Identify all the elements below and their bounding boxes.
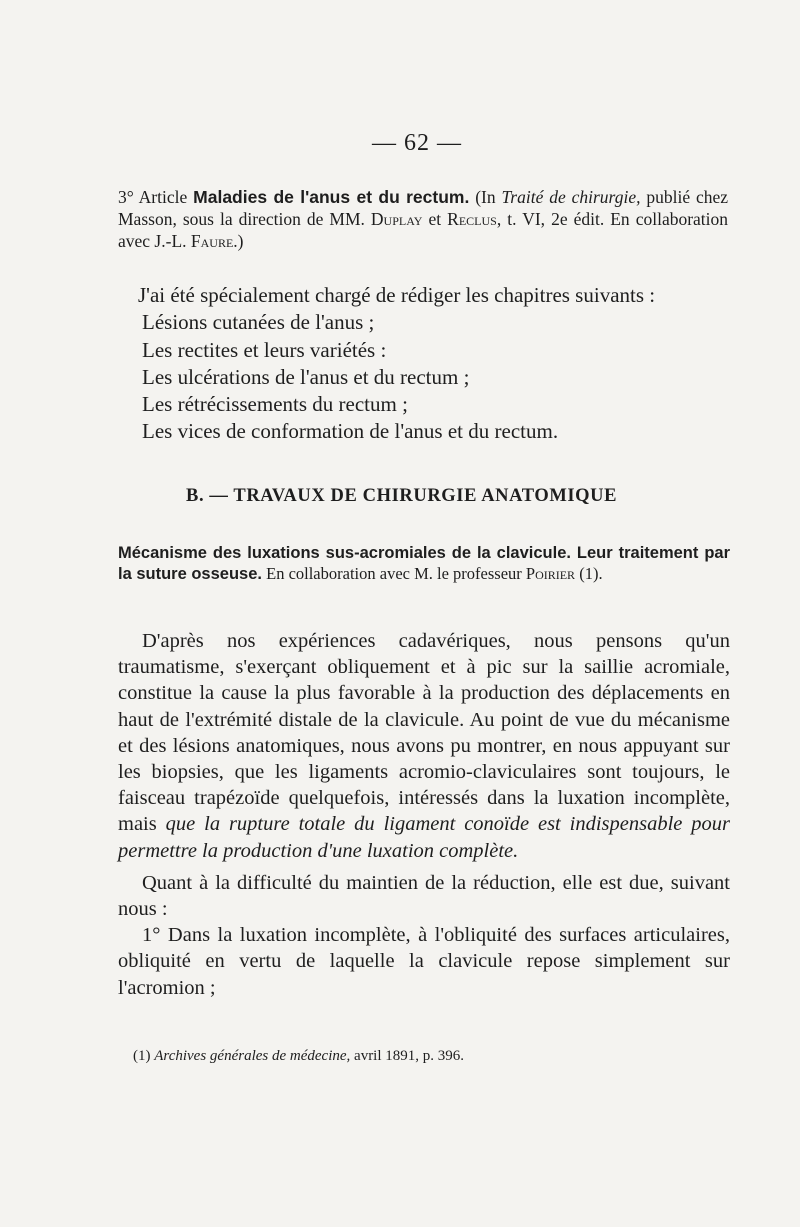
chapter-list <box>138 282 738 446</box>
article-pre: (In <box>475 187 496 207</box>
body-p1-italic: que la rupture totale du ligament conoïde est indispensable pour permettre la production d'une luxation complète. <box>118 813 731 862</box>
publication-title: Mécanisme des luxations sus-acromiales de la clavicule. Leur traitement par la suture osseuse. <box>118 544 730 583</box>
chapter-intro: J'ai été spécialement chargé de rédiger les chapitres suivants : <box>138 283 656 307</box>
article-mid: publié chez Masson, sous la direction de MM. <box>118 187 729 229</box>
chapter-item: Les rectites et leurs variétés : <box>142 337 387 362</box>
article-entry <box>118 186 728 252</box>
publication-author: Poirier <box>525 563 576 583</box>
body-text <box>118 628 730 1001</box>
body-paragraph-3: 1° Dans la luxation incomplète, à l'obliquité des surfaces articulaires, obliquité en vertu de laquelle la clavicule repose simplement sur l'acromion ; <box>118 924 730 999</box>
chapter-item: Les rétrécissements du rectum ; <box>142 392 408 417</box>
footnote <box>133 1046 733 1066</box>
body-p1-plain: D'après nos expériences cadavériques, nous pensons qu'un traumatisme, s'exerçant obliquement et à pic sur la saillie acromiale, constitue la cause la plus favorable à la production des déplacements en haut de l'extrémité distale de la clavicule. Au point de vue du mécanisme et des lésions anatomiques, nous avons pu montrer, en nous appuyant sur les biopsies, que les ligaments acromio-claviculaires sont toujours, le faisceau trapézoïde quelquefois, intéressés dans la luxation incomplète, mais <box>118 630 730 836</box>
article-close: .) <box>233 231 244 251</box>
article-author-duplay: Duplay <box>370 209 423 229</box>
article-number: 3° <box>118 187 134 207</box>
article-volume: t. VI, 2e édit. En collaboration avec J.-L. <box>118 209 729 251</box>
section-heading: B. — TRAVAUX DE CHIRURGIE ANATOMIQUE <box>186 486 618 506</box>
article-source: Traité de chirurgie, <box>501 187 641 207</box>
page-number: — 62 — <box>372 130 462 156</box>
body-paragraph-1 <box>118 628 730 864</box>
footnote-rest: avril 1891, p. 396. <box>354 1048 465 1064</box>
article-author-faure: Faure <box>190 231 234 251</box>
publication-entry <box>118 543 730 584</box>
body-paragraph-2: Quant à la difficulté du maintien de la réduction, elle est due, suivant nous : <box>118 871 730 921</box>
article-title: Maladies de l'anus et du rectum. <box>193 187 470 207</box>
footnote-marker: (1) <box>133 1048 151 1064</box>
publication-note-ref: (1). <box>579 563 603 583</box>
article-author-reclus: Reclus, <box>447 209 502 229</box>
publication-collab: En collaboration avec M. le professeur <box>266 563 522 583</box>
chapter-item: Les ulcérations de l'anus et du rectum ; <box>142 364 470 389</box>
chapter-item: Lésions cutanées de l'anus ; <box>142 310 375 335</box>
article-word: Article <box>138 187 188 207</box>
chapter-item: Les vices de conformation de l'anus et du rectum. <box>142 419 559 444</box>
footnote-source: Archives générales de médecine, <box>154 1048 351 1064</box>
article-and: et <box>428 209 442 229</box>
